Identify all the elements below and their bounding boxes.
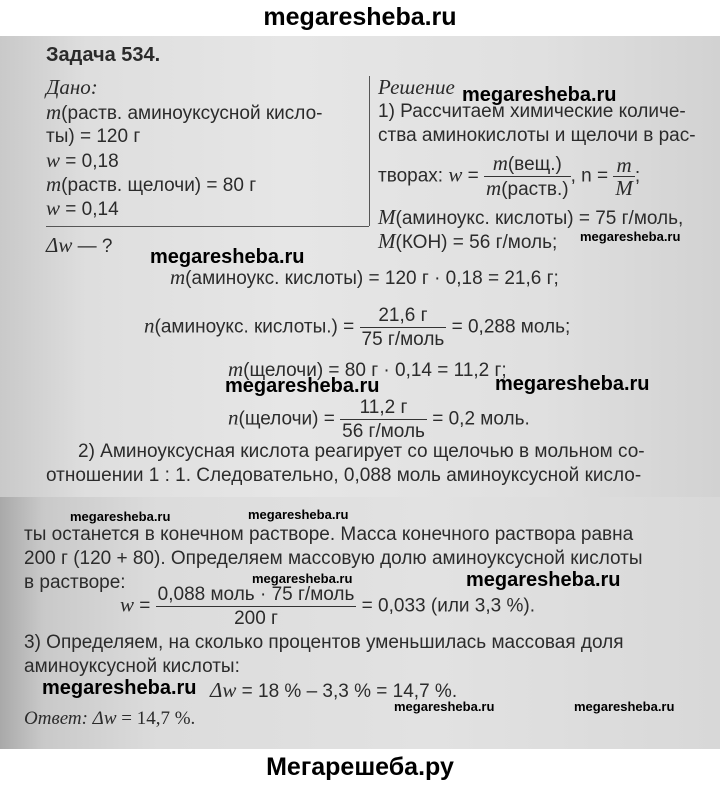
given-line-5: w = 0,14 [46, 196, 119, 220]
solution-line-1: 1) Рассчитаем химические количе- [378, 101, 686, 122]
solution-molar-mass-1: M(аминоукс. кислоты) = 75 г/моль, [378, 205, 684, 229]
given-line-4: m(раств. щелочи) = 80 г [46, 172, 257, 196]
watermark: megaresheba.ru [150, 246, 305, 268]
paragraph-2-line-2: отношении 1 : 1. Следовательно, 0,088 моль аминоуксусной кисло- [46, 465, 642, 486]
calc-mass-acid: m(аминоукс. кислоты) = 120 г · 0,18 = 21,6 г; [170, 265, 559, 289]
fraction-final-share: $\frac{\text{0,088 моль · 75 г/моль}}{200 г}$ [157, 584, 355, 629]
watermark: megaresheba.ru [462, 84, 617, 106]
calc-amount-alkali: n(щелочи) = $\frac{11,2 г}{\text{56 г/моль}}$ = 0,2 моль. [228, 397, 530, 442]
scan-page-bottom [0, 497, 720, 749]
given-line-1: m(раств. аминоуксусной кисло- [46, 100, 323, 124]
given-label: Дано: [46, 75, 98, 99]
site-footer: Мегарешеба.ру [266, 753, 454, 781]
paragraph-2-line-4: 200 г (120 + 80). Определяем массовую долю аминоуксусной кислоты [24, 548, 643, 569]
solution-molar-mass-2: M(КОН) = 56 г/моль; [378, 229, 558, 253]
find-line: Δw — ? [46, 233, 113, 257]
paragraph-3-line-2: аминоуксусной кислоты: [24, 656, 240, 677]
task-title: Задача 534. [46, 44, 161, 66]
solution-line-formulas: творах: w = $\frac{\text{m(вещ.)}}{\text{m(раств.)}}$ , n = $\frac{m}{M}$ ; [378, 151, 641, 200]
paragraph-2-line-1: 2) Аминоуксусная кислота реагирует со щелочью в мольном со- [78, 441, 645, 462]
watermark: megaresheba.ru [70, 509, 171, 524]
calc-final-share: w = $\frac{\text{0,088 моль · 75 г/моль}}{200 г}$ = 0,033 (или 3,3 %). [120, 584, 535, 629]
fraction-amount: $\frac{m}{M}$ [615, 153, 633, 200]
watermark: megaresheba.ru [394, 699, 495, 714]
given-vertical-rule [369, 76, 370, 226]
watermark: megaresheba.ru [248, 507, 349, 522]
given-divider [46, 226, 369, 227]
calc-decrease: Δw = 18 % – 3,3 % = 14,7 %. [210, 678, 458, 702]
watermark: megaresheba.ru [574, 699, 675, 714]
watermark: megaresheba.ru [495, 373, 650, 395]
site-header: megaresheba.ru [263, 3, 457, 31]
fraction-amount-acid: $\frac{21,6 г}{\text{75 г/моль}}$ [361, 305, 445, 350]
given-line-2: ты) = 120 г [46, 126, 141, 147]
paragraph-2-line-5: в растворе: [24, 572, 126, 593]
scan-page-top [0, 36, 720, 497]
watermark: megaresheba.ru [580, 229, 681, 244]
fraction-amount-alkali: $\frac{11,2 г}{\text{56 г/моль}}$ [342, 397, 425, 442]
paragraph-3-line-1: 3) Определяем, на сколько процентов уменьшилась массовая доля [24, 632, 624, 653]
paragraph-2-line-3: ты останется в конечном растворе. Масса конечного раствора равна [24, 524, 634, 545]
fraction-mass-share: $\frac{\text{m(вещ.)}}{\text{m(раств.)}}$ [486, 151, 569, 200]
calc-mass-alkali: m(щелочи) = 80 г · 0,14 = 11,2 г; [228, 357, 507, 381]
watermark: megaresheba.ru [42, 677, 197, 699]
calc-amount-acid: n(аминоукс. кислоты.) = $\frac{21,6 г}{\text{75 г/моль}}$ = 0,288 моль; [144, 305, 571, 350]
solution-label: Решение [378, 75, 455, 99]
watermark: megaresheba.ru [225, 375, 380, 397]
watermark: megaresheba.ru [252, 571, 353, 586]
watermark: megaresheba.ru [466, 569, 621, 591]
solution-line-2: ства аминокислоты и щелочи в рас- [378, 125, 696, 146]
given-line-3: w = 0,18 [46, 148, 119, 172]
answer-line: Ответ: Δw = 14,7 %. [24, 708, 196, 729]
